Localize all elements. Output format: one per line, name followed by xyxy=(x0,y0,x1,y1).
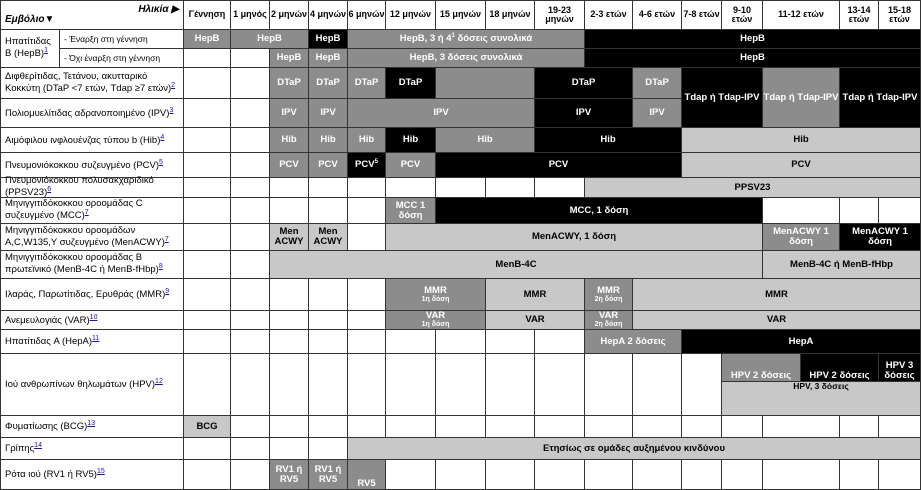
footnote-link-12[interactable]: 12 xyxy=(155,378,163,386)
vaccine-label-flu: Γρίπης$^{14}$ xyxy=(0,438,184,460)
empty-cell xyxy=(184,311,231,330)
hib-15-18m-cell: Hib xyxy=(436,128,535,153)
vaccine-label-rv: Ρότα ιού (RV1 ή RV5)$^{15}$ xyxy=(0,460,184,490)
empty-cell xyxy=(682,354,722,416)
empty-cell xyxy=(231,153,270,178)
age-header-15m: 15 μηνών xyxy=(436,0,486,30)
hepb-nb-2m-cell: HepB xyxy=(270,49,309,68)
empty-cell xyxy=(309,354,348,416)
empty-cell xyxy=(722,460,763,490)
dtap-12m-cell: DTaP xyxy=(386,68,436,99)
empty-cell xyxy=(386,330,436,354)
empty-cell xyxy=(309,438,348,460)
age-axis-label: Ηλικία ▶ xyxy=(138,3,179,15)
hepb-nb-6-18m-cell: HepB, 3 δόσεις συνολικά xyxy=(348,49,585,68)
empty-cell xyxy=(386,416,436,438)
vaccine-label-bcg: Φυματίωσης (BCG)$^{13}$ xyxy=(0,416,184,438)
tdap-7-10y-cell: Tdap ή Tdap-IPV xyxy=(682,68,763,128)
var-catchup-cell: VAR xyxy=(633,311,921,330)
vaccine-label-hib: Αιμόφιλου ινφλουένζας τύπου b (Hib)$^4$ xyxy=(0,128,184,153)
ipv-4m-cell: IPV xyxy=(309,99,348,128)
hepb-1-2m-cell: HepB xyxy=(231,30,309,49)
empty-cell xyxy=(436,354,486,416)
empty-cell xyxy=(436,460,486,490)
empty-cell xyxy=(840,198,879,224)
age-header-12m: 12 μηνών xyxy=(386,0,436,30)
empty-cell xyxy=(763,198,840,224)
empty-cell xyxy=(231,460,270,490)
empty-cell xyxy=(633,416,682,438)
empty-cell xyxy=(309,178,348,198)
empty-cell xyxy=(682,416,722,438)
empty-cell xyxy=(184,224,231,251)
age-header-1m: 1 μηνός xyxy=(231,0,270,30)
pcv-6m-cell: PCV$^5$ xyxy=(348,153,386,178)
hib-4m-cell: Hib xyxy=(309,128,348,153)
hpv-3-doses-cell: HPV, 3 δόσεις xyxy=(722,382,921,416)
empty-cell xyxy=(184,178,231,198)
menacwy-4m-cell: Men ACWY xyxy=(309,224,348,251)
bcg-birth-cell: BCG xyxy=(184,416,231,438)
empty-cell xyxy=(184,49,231,68)
age-header-4-6y: 4-6 ετών xyxy=(633,0,682,30)
age-header-15-18y: 15-18 ετών xyxy=(879,0,921,30)
footnote-link-9[interactable]: 9 xyxy=(165,288,170,296)
var-18-23m-cell: VAR xyxy=(486,311,585,330)
empty-cell xyxy=(184,128,231,153)
empty-cell xyxy=(436,416,486,438)
ppsv23-2-18y-cell: PPSV23 xyxy=(585,178,921,198)
empty-cell xyxy=(184,330,231,354)
empty-cell xyxy=(184,460,231,490)
footnote-link-4[interactable]: 4 xyxy=(160,133,165,141)
empty-cell xyxy=(633,354,682,416)
dtap-19m-3y-cell: DTaP xyxy=(535,68,633,99)
pcv-15m-6y-cell: PCV xyxy=(436,153,682,178)
age-header-19-23m: 19-23 μηνών xyxy=(535,0,585,30)
footnote-link-7[interactable]: 7 xyxy=(84,209,89,217)
menacwy-12m-10y-cell: MenACWY, 1 δόση xyxy=(386,224,763,251)
empty-cell xyxy=(231,279,270,311)
empty-cell xyxy=(763,416,840,438)
hepb-sub-label-birth: - Έναρξη στη γέννηση xyxy=(60,30,184,49)
empty-cell xyxy=(879,416,921,438)
mcc-15m-10y-cell: MCC, 1 δόση xyxy=(436,198,763,224)
tdap-13-18y-cell: Tdap ή Tdap-IPV xyxy=(840,68,921,128)
empty-cell xyxy=(763,460,840,490)
age-header-11-12y: 11-12 ετών xyxy=(763,0,840,30)
footnote-link-8[interactable]: 8 xyxy=(158,263,163,271)
vaccine-label-ppsv: Πνευμονιόκοκκου πολυσακχαριδικό (PPSV23)$^6$ xyxy=(0,178,184,198)
empty-cell xyxy=(231,178,270,198)
ipv-19m-3y-cell: IPV xyxy=(535,99,633,128)
ipv-6-18m-cell: IPV xyxy=(348,99,535,128)
tdap-11-12y-cell: Tdap ή Tdap-IPV xyxy=(763,68,840,128)
empty-cell xyxy=(386,354,436,416)
flu-6m-18y-cell: Ετησίως σε ομάδες αυξημένου κινδύνου xyxy=(348,438,921,460)
empty-cell xyxy=(840,416,879,438)
empty-cell xyxy=(348,279,386,311)
menb-11-18y-cell: MenB-4C ή MenB-fHbp xyxy=(763,251,921,279)
age-header-7-8y: 7-8 ετών xyxy=(682,0,722,30)
empty-cell xyxy=(231,224,270,251)
vaccine-label-menacwy: Μηνιγγιτιδόκοκκου οροομάδων A,C,W135,Y συζευγμένο (MenACWY)$^7$ xyxy=(0,224,184,251)
vaccine-label-hepb: Ηπατίτιδας B (HepB)$^1$ xyxy=(0,30,60,68)
mmr-catchup-cell: MMR xyxy=(633,279,921,311)
empty-cell xyxy=(309,416,348,438)
empty-cell xyxy=(270,416,309,438)
hib-2m-cell: Hib xyxy=(270,128,309,153)
empty-cell xyxy=(184,251,231,279)
ipv-4-6y-cell: IPV xyxy=(633,99,682,128)
menb-2m-10y-cell: MenB-4C xyxy=(270,251,763,279)
empty-cell xyxy=(535,354,585,416)
vaccine-label-mcc: Μηνιγγιτιδόκοκκου οροομάδας C συζευγμένο (MCC)$^7$ xyxy=(0,198,184,224)
empty-cell xyxy=(184,438,231,460)
empty-cell xyxy=(270,198,309,224)
empty-cell xyxy=(436,178,486,198)
empty-cell xyxy=(231,416,270,438)
empty-cell xyxy=(184,99,231,128)
hepb-birth-cell: HepB xyxy=(184,30,231,49)
empty-cell xyxy=(270,279,309,311)
rv-2m-cell: RV1 ή RV5 xyxy=(270,460,309,490)
age-header-2-3y: 2-3 ετών xyxy=(585,0,633,30)
pcv-2m-cell: PCV xyxy=(270,153,309,178)
footnote-link-5[interactable]: 5 xyxy=(159,158,163,166)
empty-cell xyxy=(722,416,763,438)
vaccine-label-menb: Μηνιγγιτιδόκοκκου οροομάδας B πρωτεϊνικό (MenB-4C ή MenB-fHbp)$^8$ xyxy=(0,251,184,279)
mmr-dose1-cell: MMR 1η δόση xyxy=(386,279,486,311)
hepb-sub-label-nobirth: - Όχι έναρξη στη γέννηση xyxy=(60,49,184,68)
vaccine-label-hepa: Ηπατίτιδας A (HepA)$^{11}$ xyxy=(0,330,184,354)
empty-cell xyxy=(184,198,231,224)
rv-6m-cell: RV5 xyxy=(348,460,386,490)
rv-4m-cell: RV1 ή RV5 xyxy=(309,460,348,490)
hib-6m-cell: Hib xyxy=(348,128,386,153)
footnote-link-7b[interactable]: 7 xyxy=(164,235,169,243)
age-header-4m: 4 μηνών xyxy=(309,0,348,30)
empty-cell xyxy=(231,198,270,224)
hepb-catchup-cell: HepB xyxy=(585,30,921,49)
footnote-link-11[interactable]: 11 xyxy=(92,335,100,343)
vaccine-label-mmr: Ιλαράς, Παρωτίτιδας, Ερυθράς (MMR)$^9$ xyxy=(0,279,184,311)
dtap-2m-cell: DTaP xyxy=(270,68,309,99)
pcv-4m-cell: PCV xyxy=(309,153,348,178)
empty-cell xyxy=(231,330,270,354)
menacwy-2m-cell: Men ACWY xyxy=(270,224,309,251)
empty-cell xyxy=(309,311,348,330)
hib-12m-cell: Hib xyxy=(386,128,436,153)
hepb-4m-cell: HepB xyxy=(309,30,348,49)
empty-cell xyxy=(348,178,386,198)
vaccine-axis-label: Εμβόλιο▼ xyxy=(5,14,55,25)
empty-cell xyxy=(348,330,386,354)
hepa-2-6y-cell: HepA 2 δόσεις xyxy=(585,330,682,354)
empty-cell xyxy=(535,460,585,490)
age-header-6m: 6 μηνών xyxy=(348,0,386,30)
empty-cell xyxy=(348,354,386,416)
age-header-9-10y: 9-10 ετών xyxy=(722,0,763,30)
age-header-birth: Γέννηση xyxy=(184,0,231,30)
footnote-link-14[interactable]: 14 xyxy=(34,442,42,450)
empty-cell xyxy=(585,354,633,416)
hepa-7-18y-cell: HepA xyxy=(682,330,921,354)
footnote-link-2[interactable]: 2 xyxy=(171,81,176,89)
vaccine-label-ipv: Πολιομυελίτιδας αδρανοποιημένο (IPV)$^3$ xyxy=(0,99,184,128)
mmr-18-23m-cell: MMR xyxy=(486,279,585,311)
var-dose2-cell: VAR 2η δόση xyxy=(585,311,633,330)
empty-cell xyxy=(309,198,348,224)
empty-cell xyxy=(231,251,270,279)
hpv-15-18y-cell: HPV 3 δόσεις xyxy=(879,354,921,382)
empty-cell xyxy=(184,279,231,311)
empty-cell xyxy=(348,198,386,224)
age-header-18m: 18 μηνών xyxy=(486,0,535,30)
empty-cell xyxy=(386,178,436,198)
pcv-7-18y-cell: PCV xyxy=(682,153,921,178)
empty-cell xyxy=(682,460,722,490)
empty-cell xyxy=(231,68,270,99)
empty-cell xyxy=(231,99,270,128)
empty-cell xyxy=(486,416,535,438)
empty-cell xyxy=(270,330,309,354)
empty-cell xyxy=(436,330,486,354)
empty-cell xyxy=(231,49,270,68)
empty-cell xyxy=(386,460,436,490)
dtap-4m-cell: DTaP xyxy=(309,68,348,99)
vaccine-label-var: Ανεμευλογιάς (VAR)$^{10}$ xyxy=(0,311,184,330)
vaccine-label-pcv: Πνευμονιόκοκκου συζευγμένο (PCV)$^5$ xyxy=(0,153,184,178)
empty-cell xyxy=(309,330,348,354)
menacwy-13-18y-cell: MenACWY 1 δόση xyxy=(840,224,921,251)
ipv-2m-cell: IPV xyxy=(270,99,309,128)
hib-7-18y-cell: Hib xyxy=(682,128,921,153)
empty-cell xyxy=(879,198,921,224)
empty-cell xyxy=(585,460,633,490)
empty-cell xyxy=(535,178,585,198)
footnote-link-13[interactable]: 13 xyxy=(87,420,96,428)
pcv-12m-cell: PCV xyxy=(386,153,436,178)
empty-cell xyxy=(231,354,270,416)
hib-19m-6y-cell: Hib xyxy=(535,128,682,153)
empty-cell xyxy=(270,354,309,416)
empty-cell xyxy=(486,354,535,416)
dtap-6m-cell: DTaP xyxy=(348,68,386,99)
empty-cell xyxy=(348,311,386,330)
age-header-13-14y: 13-14 ετών xyxy=(840,0,879,30)
footnote-link-1[interactable]: 1 xyxy=(44,47,48,55)
age-header-2m: 2 μηνών xyxy=(270,0,309,30)
footnote-link-10[interactable]: 10 xyxy=(89,313,98,321)
empty-cell xyxy=(348,224,386,251)
empty-cell xyxy=(879,460,921,490)
empty-cell xyxy=(348,416,386,438)
empty-cell xyxy=(231,311,270,330)
menacwy-11-12y-cell: MenACWY 1 δόση xyxy=(763,224,840,251)
dtap-15-18m-cell xyxy=(436,68,535,99)
empty-cell xyxy=(585,416,633,438)
empty-cell xyxy=(633,460,682,490)
empty-cell xyxy=(535,330,585,354)
empty-cell xyxy=(486,460,535,490)
empty-cell xyxy=(270,178,309,198)
empty-cell xyxy=(309,279,348,311)
empty-cell xyxy=(231,438,270,460)
hpv-9-10y-cell: HPV 2 δόσεις xyxy=(722,354,801,382)
dtap-4-6y-cell: DTaP xyxy=(633,68,682,99)
hpv-11-14y-cell: HPV 2 δόσεις xyxy=(801,354,879,382)
vaccine-label-dtap: Διφθερίτιδας, Τετάνου, ακυτταρικό Κοκκύτη (DTaP <7 ετών, Tdap ≥7 ετών)$^2$ xyxy=(0,68,184,99)
mmr-dose2-cell: MMR 2η δόση xyxy=(585,279,633,311)
empty-cell xyxy=(535,416,585,438)
footnote-link-3[interactable]: 3 xyxy=(169,106,174,114)
empty-cell xyxy=(270,438,309,460)
hepb-nb-4m-cell: HepB xyxy=(309,49,348,68)
footnote-link-15[interactable]: 15 xyxy=(96,468,105,476)
empty-cell xyxy=(184,68,231,99)
empty-cell xyxy=(486,330,535,354)
hepb-nb-catchup-cell: HepB xyxy=(585,49,921,68)
empty-cell xyxy=(231,128,270,153)
mcc-12m-cell: MCC 1 δόση xyxy=(386,198,436,224)
var-dose1-cell: VAR 1η δόση xyxy=(386,311,486,330)
empty-cell xyxy=(184,153,231,178)
vaccine-label-hpv: Ιού ανθρωπίνων θηλωμάτων (HPV)$^{12}$ xyxy=(0,354,184,416)
hepb-6-18m-cell: HepB, 3 ή $4^1$ δόσεις συνολικά xyxy=(348,30,585,49)
empty-cell xyxy=(184,354,231,416)
footnote-link-6[interactable]: 6 xyxy=(47,186,52,194)
empty-cell xyxy=(486,178,535,198)
empty-cell xyxy=(840,460,879,490)
table-corner-header xyxy=(0,0,184,30)
empty-cell xyxy=(270,311,309,330)
